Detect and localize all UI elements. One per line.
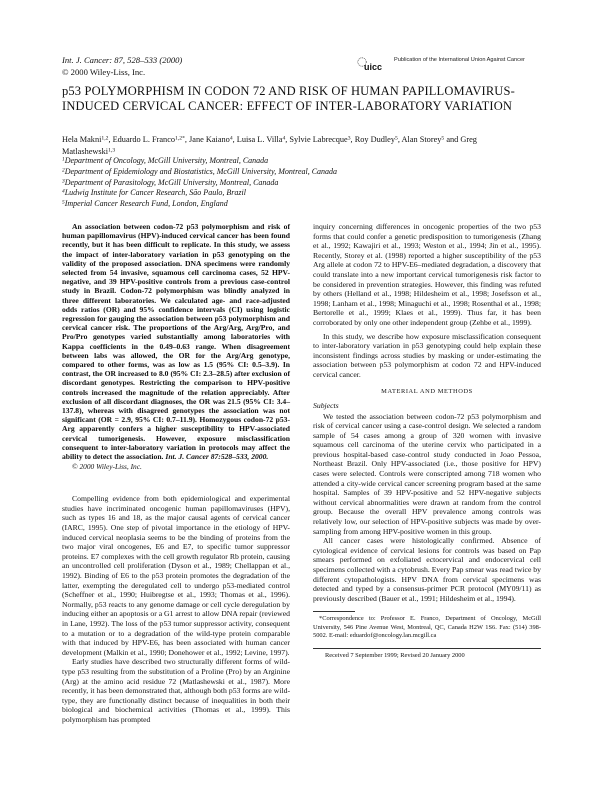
author-list: Hela Makni$^{1,2}$, Eduardo L. Franco$^{1,2*}$, Jane Kaiano$^4$, Luisa L. Villa$^4$, Sylvie Labrecque$^3$, Roy Dudley$^5$, Alan Storey$^5$ and Greg Matlashewski$^{1,3}$ — [62, 135, 477, 156]
author-affiliation-marker: 1,2* — [175, 135, 185, 142]
left-column — [62, 222, 290, 725]
footnote-divider — [313, 611, 355, 612]
received-dates: Received 7 September 1999; Revised 20 January 2000 — [325, 652, 465, 660]
publisher-note: Publication of the International Union Against Cancer — [394, 57, 525, 63]
affiliation-marker: 5 — [62, 199, 65, 206]
intro-paragraph-4: In this study, we describe how exposure misclassification consequent to inter-laboratory variation in p53 genotyping could help explain these inconsistent findings across studies by masking or under-estimating the association between p53 polymorphism at codon 72 and HPV-induced cervical cancer. — [313, 331, 541, 379]
abstract-copyright: © 2000 Wiley-Liss, Inc. — [72, 462, 142, 472]
author-affiliation-marker: 1,2 — [101, 135, 109, 142]
abstract-citation: Int. J. Cancer 87:528–533, 2000. — [165, 452, 269, 462]
correspondence-footnote: *Correspondence to: Professor E. Franco, Department of Oncology, McGill University, 546 Pine Avenue West, Montreal, QC, Canada H2W 1S6. Fax: (514) 398-5002. E-mail: eduardof@oncology.lan.mcgill.ca — [313, 615, 541, 639]
author-name: Alan Storey — [401, 135, 442, 144]
methods-paragraph-1: We tested the association between codon-72 p53 polymorphism and risk of cervical cancer using a case-control design. We selected a random sample of 54 cases among a group of 320 women with invasive squamous cell carcinoma of the uterine cervix who participated in a previous hospital-based case-control study conducted in Joao Pessoa, Northeast Brazil. Only HPV-associated (i.e., those positive for HPV) cases were selected. Controls were conscripted among 718 women who attended a city-wide cervical cancer screening program based at the same hospital. Samples of 39 HPV-positive and 52 HPV-negative subjects without cervical abnormalities were drawn at random from the control group. Because the overall HPV prevalence among controls was relatively low, our selection of HPV-positive subjects was made by over-sampling from among HPV-positive women in this group. — [313, 411, 541, 536]
affiliation-text: Department of Oncology, McGill University, Montreal, Canada — [64, 156, 269, 165]
affiliation-text: Department of Epidemiology and Biostatistics, McGill University, Montreal, Canada — [64, 166, 338, 176]
affiliation-item — [62, 167, 532, 178]
affiliation-marker: 3 — [62, 178, 65, 185]
subjects-subheading: Subjects — [313, 400, 339, 410]
journal-copyright-line: © 2000 Wiley-Liss, Inc. — [62, 67, 146, 77]
author-name: Roy Dudley — [354, 135, 396, 144]
affiliation-text: Department of Parasitology, McGill University, Montreal, Canada — [64, 177, 279, 187]
author-affiliation-marker: 3 — [347, 135, 351, 142]
uicc-logo — [356, 57, 386, 73]
paper-title: p53 POLYMORPHISM IN CODON 72 AND RISK OF HUMAN PAPILLOMAVIRUS-INDUCED CERVICAL CANCER: EFFECT OF INTER-LABORATORY VARIATION — [62, 84, 515, 114]
affiliation-text: Ludwig Institute for Cancer Research, São Paulo, Brazil — [64, 188, 246, 198]
journal-citation-line: Int. J. Cancer: 87, 528–533 (2000) — [62, 55, 183, 65]
author-affiliation-marker: 4 — [282, 135, 286, 142]
affiliation-item — [62, 156, 532, 167]
affiliation-text: Imperial Cancer Research Fund, London, England — [64, 199, 228, 209]
right-column — [313, 222, 541, 661]
author-affiliation-marker: 1,3 — [108, 146, 116, 153]
author-name: Luisa L. Villa — [236, 135, 283, 144]
author-affiliation-marker: 5 — [441, 135, 445, 142]
abstract — [62, 222, 290, 461]
svg-text:uicc: uicc — [364, 62, 383, 72]
author-name: Sylvie Labrecque — [289, 135, 348, 144]
intro-paragraph-1: Compelling evidence from both epidemiological and experimental studies have incriminated oncogenic human papillomaviruses (HPV), such as types 16 and 18, as the major causal agents of cervical cancer (IARC, 1995). One step of pivotal importance in the etiology of HPV-induced cervical neoplasia seems to be the binding of proteins from the two major viral oncogenes, E6 and E7, to specific tumor suppressor proteins. E7 complexes with the cell growth regulator Rb protein, causing an uncontrolled cell proliferation (Dyson et al., 1989; Chellappan et al., 1992). Binding of E6 to the p53 protein promotes the degradation of the latter, exempting the deregulated cell to undergo p53-mediated control (Scheffner et al., 1990; Huibregtse et al., 1993; Thomas et al., 1996). Normally, p53 reacts to any genome damage or cell cycle deregulation by inducing either an apoptosis or a G1 arrest to allow DNA repair (reviewed in Lane, 1992). The loss of the p53 tumor suppressor activity, consequent to a mutation or to a degradation of the wild-type protein comparable with that induced by HPV-E6, has been associated with human cancer development (Malkin et al., 1990; Donehower et al., 1992; Levine, 1997). — [62, 494, 290, 657]
author-name: Hela Makni — [62, 135, 102, 144]
abstract-text: An association between codon-72 p53 polymorphism and risk of human papillomavirus (HPV)-induced cervical cancer has been found recently, but it has been difficult to replicate. In this study, we assess the impact of inter-laboratory variation in p53 genotyping on the validity of the proposed association. DNA specimens were randomly selected from 54 invasive, squamous cell carcinoma cases, 52 HPV-negative, and 39 HPV-positive controls from a previous case-control study in Brazil. Codon-72 polymorphism was blindly analyzed in three different laboratories. We calculated age- and race-adjusted odds ratios (OR) and 95% confidence intervals (CI) using logistic regression for gauging the association between p53 polymorphism and cervical cancer risk. The proportions of the Arg/Arg, Arg/Pro, and Pro/Pro genotypes varied substantially among laboratories with Kappa coefficients in the 0.49–0.63 range. When disagreement between labs was allowed, the OR for the Arg/Arg genotype, compared to other forms, was as low as 1.5 (95% CI: 0.5–3.9). In contrast, the OR increased to 8.0 (95% CI: 2.3–28.5) after exclusion of discordant genotypes. Restricting the comparison to HPV-positive controls increased the magnitude of the relation appreciably. After exclusion of all discordant diagnoses, the OR was 21.5 (95% CI: 3.4–137.8), whereas with disagreed genotypes the association was not significant (OR = 2.9, 95% CI: 0.7–11.9). Homozygous codon-72 p53-Arg apparently confers a higher susceptibility to HPV-associated cervical tumorigenesis. However, exposure misclassification consequent to inter-laboratory variation in protocols may affect the ability to detect the association. — [62, 222, 290, 462]
methods-paragraph-2: All cancer cases were histologically confirmed. Absence of cytological evidence of cervical lesions for controls was based on Pap smears performed on exfoliated ectocervical and endocervical cell specimens collected with a cytobrush. Every Pap smear was read twice by different cytopathologists. HPV DNA from cervical specimens was detected and typed by a consensus-primer PCR protocol (MY09/11) as previously described (Bauer et al., 1991; Hildesheim et al., 1994). — [313, 536, 541, 603]
affiliation-item — [62, 199, 532, 210]
author-affiliation-marker: 5 — [395, 135, 398, 142]
affiliation-marker: 1 — [62, 156, 65, 163]
author-name: and Greg Matlashewski — [62, 135, 477, 156]
received-divider — [313, 648, 541, 649]
affiliation-item — [62, 188, 532, 199]
author-affiliation-marker: 4 — [229, 135, 233, 142]
affiliation-marker: 2 — [62, 167, 65, 174]
affiliation-item — [62, 178, 532, 189]
methods-heading: MATERIAL AND METHODS — [381, 387, 473, 395]
intro-paragraph-3: inquiry concerning differences in oncogenic properties of the two p53 forms that could confer a genetic predisposition to tumorigenesis (Zhang et al., 1992; Kawajiri et al., 1993; Weston et al., 1994; Jin et al., 1995). Recently, Storey et al. (1998) reported a higher susceptibility of the p53 Arg allele at codon 72 to HPV-E6–mediated degradation, a discovery that could translate into a new important cervical tumorigenesis risk factor to be considered in prevention strategies. However, this finding was refuted by others (Helland et al., 1998; Hildesheim et al., 1998; Josefsson et al., 1998; Lanham et al., 1998; Minaguchi et al., 1998; Rosenthal et al., 1998; Bertorelle et al., 1999; Klaes et al., 1999). Thus far, it has been corroborated by only one other independent group (Zehbe et al., 1999). — [313, 222, 541, 327]
journal-header — [62, 54, 182, 78]
author-name: Jane Kaiano — [189, 135, 230, 144]
intro-paragraph-2: Early studies have described two structurally different forms of wild-type p53 resulting from the substitution of a Proline (Pro) by an Arginine (Arg) at the amino acid residue 72 (Matlashewski et al., 1987). More recently, it has been demonstrated that, although both p53 forms are wild-type, they are functionally distinct because of inequalities in both their biological and biochemical activities (Thomas et al., 1999). This polymorphism has prompted — [62, 657, 290, 724]
affiliation-marker: 4 — [62, 188, 65, 195]
author-name: Eduardo L. Franco — [112, 135, 176, 144]
affiliation-list — [62, 156, 532, 210]
